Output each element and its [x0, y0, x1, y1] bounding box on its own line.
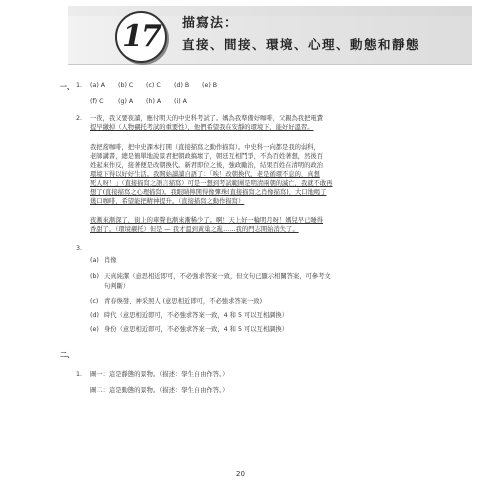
answer-option: (g) A [118, 98, 134, 105]
chapter-number-badge: 17 [115, 11, 167, 63]
picture-answer: 圖一：這是靜態的景物。（描述：學生自由作答。） [90, 371, 229, 378]
answer-option: (d) B [174, 82, 190, 89]
answer-option: (b) C [118, 82, 134, 89]
item-text: 天真純潔（意思相近即可，不必強求答案一致，但文句已顯示相關答案，可參考文 [104, 273, 331, 280]
passage-line: 一夜，我又要夜讀，應付明天的中史科考試了。媽為我準備好咖啡，父親為我把電費 [90, 115, 323, 122]
item-text: 身份（意思相近即可，不必強求答案一致，4 和 5 可以互相調換） [104, 326, 289, 333]
passage-line: 我把蕎咖啡，把中史課本打開（直接描寫之動作描寫）。中史科一向都是我的弱科， [90, 144, 320, 151]
section-label-2: 二、 [60, 351, 74, 359]
answer-option: (a) A [90, 82, 106, 89]
item-text: 句判斷） [104, 283, 130, 290]
answer-option: (f) C [90, 98, 104, 105]
answer-option: (e) B [202, 82, 218, 89]
picture-answer: 圖二：這是動態的景物。（描述：學生自由作答。） [90, 387, 229, 394]
passage-line: 香甜了。（環境襯托）但是 — 我才溫到黃巢之亂……我的門志開始消失了。 [90, 226, 299, 233]
question-number: 1. [76, 82, 83, 89]
passage-line: 姓起來作反，接著便是改朝換代。新君即位之後，強政勵治，結果百姓在清明的政治 [90, 162, 323, 169]
passage-line: 老師講書，總是簡單地說景君把朝政搞壞了，朝廷互相鬥爭，不為百姓著想，然後百 [90, 153, 323, 160]
page-number: 20 [236, 470, 245, 478]
item-label: (b) [90, 273, 99, 280]
chapter-title-line2: 直接、間接、環境、心理、動態和靜態 [182, 37, 421, 52]
section-label-1: 一、 [60, 83, 74, 91]
chapter-title-line1: 描寫法： [182, 16, 239, 31]
item-label: (c) [90, 298, 99, 305]
item-label: (e) [90, 326, 99, 333]
question-number: 2. [76, 115, 83, 122]
item-text: 肖像 [104, 257, 117, 264]
item-text: 青春煥發、神采照人 (意思相近即可，不必強求答案一致) [104, 298, 263, 305]
answer-option: (i) A [174, 98, 187, 105]
passage-line: 夜漸來漸深了，街上的車聲也漸來漸稀少了。啊！天上好一輪明月呀！媽兒早已睡得 [90, 217, 323, 224]
item-label: (d) [90, 312, 99, 319]
passage-line: 提早繳掉（人物襯托考試的重要性），他們希望我在安靜的環境下，能好好溫習。 [90, 124, 314, 131]
passage-line: 環境下得以好好生活。我開始讀讀自語了：「唉！改朝換代，老是循環不息的，真想 [90, 171, 320, 178]
passage-line: 幾口咖啡，希望能把精神提升。（直接描寫之動作描寫） [90, 198, 245, 205]
passage-line: 想了(直接描寫之心理描寫)。我眼睛擰開得像彈珠(直接描寫之肖像描寫)，大口地喝了 [90, 189, 327, 196]
answer-option: (h) A [146, 98, 162, 105]
question-number: 3. [76, 245, 83, 252]
item-label: (a) [90, 257, 99, 264]
item-text: 時代（意思相近即可，不必強求答案一致，4 和 5 可以互相調換） [104, 312, 289, 319]
answer-option: (c) C [146, 82, 161, 89]
question-number: 1. [76, 371, 83, 378]
passage-line: 死人呀！」（直接描寫之語言描寫）可是一想到考試範圍是明清兩朝的滅亡，我就不敢再 [90, 180, 333, 187]
